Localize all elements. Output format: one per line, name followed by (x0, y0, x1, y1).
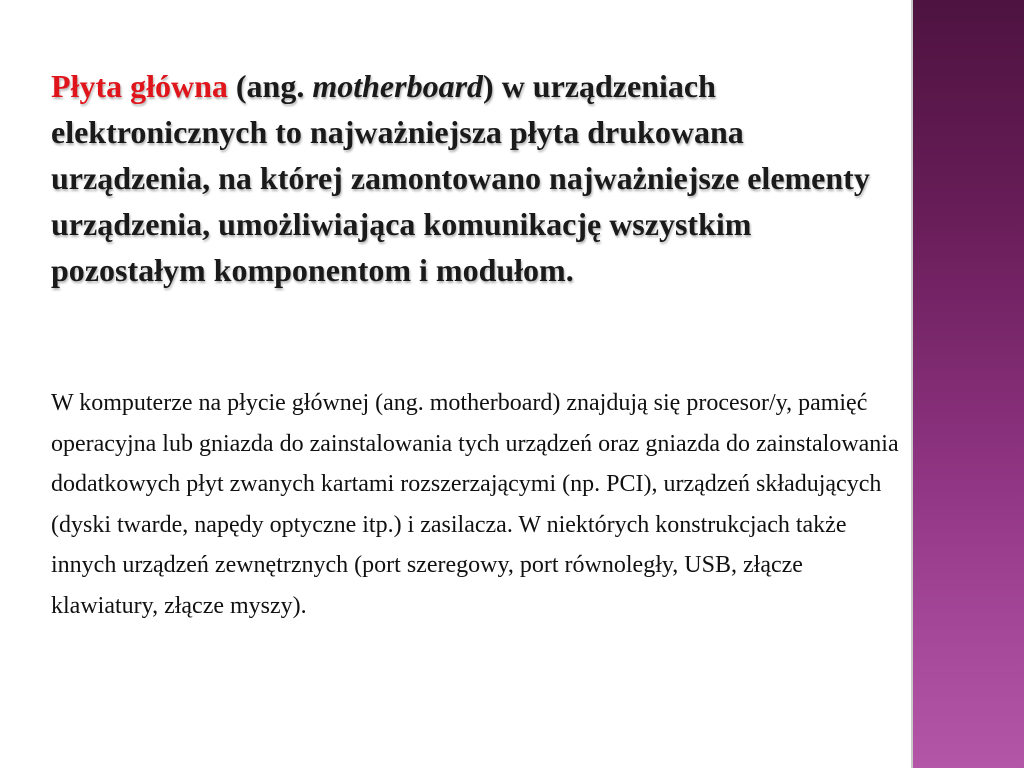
term-english: motherboard (312, 68, 484, 104)
term-paren-open: (ang. (227, 68, 313, 104)
decorative-side-band (913, 0, 1024, 768)
term-highlight: Płyta główna (51, 68, 228, 104)
definition-paragraph (51, 63, 907, 293)
description-paragraph: W komputerze na płycie głównej (ang. motherboard) znajdują się procesor/y, pamięć operacyjna lub gniazda do zainstalowania tych urządzeń oraz gniazda do zainstalowania dodatkowych płyt zwanych kartami rozszerzającymi (np. PCI), urządzeń składujących (dyski twarde, napędy optyczne itp.) i zasilacza. W niektórych konstrukcjach także innych urządzeń zewnętrznych (port szeregowy, port równoległy, USB, złącze klawiatury, złącze myszy). (51, 390, 899, 619)
definition-text: ) w urządzeniach elektronicznych to najważniejsza płyta drukowana urządzenia, na której zamontowano najważniejsze elementy urządzenia, umożliwiająca komunikację wszystkim pozostałym komponentom i modułom. (51, 68, 870, 288)
